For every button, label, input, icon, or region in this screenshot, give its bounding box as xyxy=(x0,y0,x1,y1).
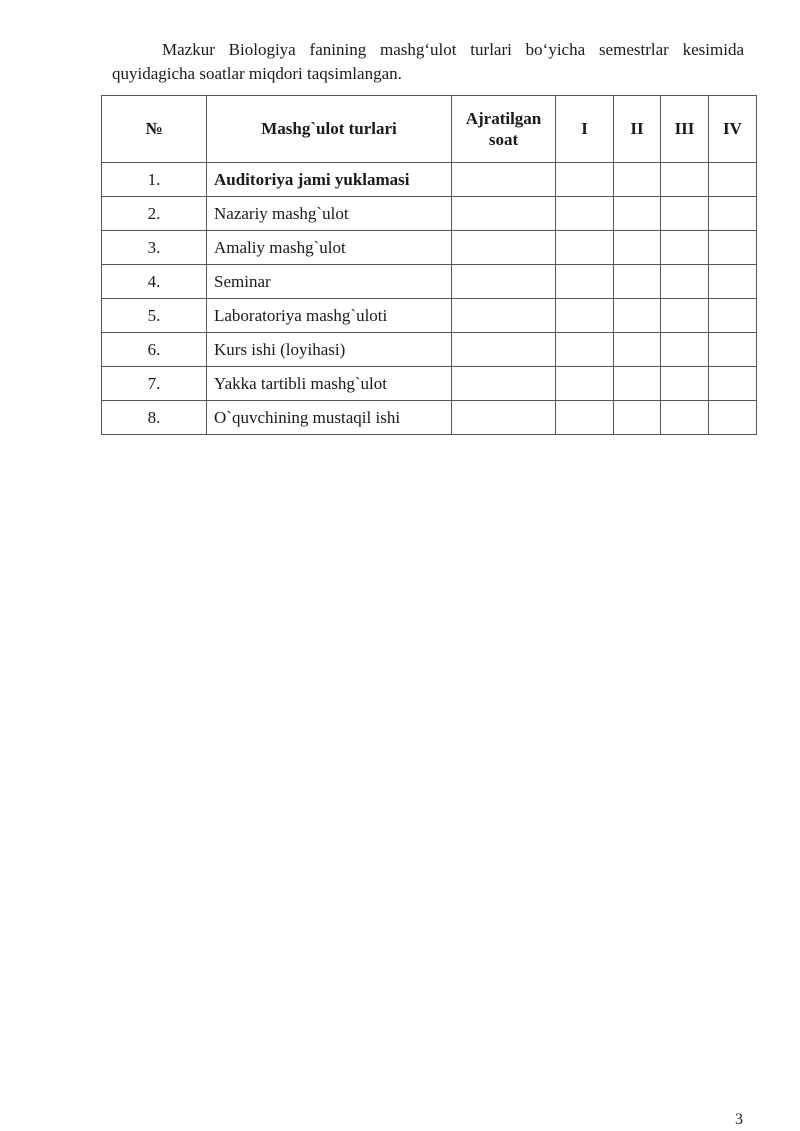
row-name: Kurs ishi (loyihasi) xyxy=(207,333,452,367)
semester-cell xyxy=(614,401,661,435)
header-number: № xyxy=(102,96,207,163)
table-row xyxy=(102,401,757,435)
semester-cell xyxy=(709,265,757,299)
semester-cell xyxy=(661,333,709,367)
semester-cell xyxy=(709,197,757,231)
hours-cell xyxy=(452,367,556,401)
semester-cell xyxy=(661,163,709,197)
semester-cell xyxy=(614,163,661,197)
semester-cell xyxy=(614,265,661,299)
row-number: 4. xyxy=(102,265,207,299)
semester-cell xyxy=(661,197,709,231)
semester-cell xyxy=(614,197,661,231)
semester-cell xyxy=(661,299,709,333)
row-number: 2. xyxy=(102,197,207,231)
row-number: 6. xyxy=(102,333,207,367)
table-row xyxy=(102,333,757,367)
header-semester-4: IV xyxy=(709,96,757,163)
row-name: Amaliy mashg`ulot xyxy=(207,231,452,265)
row-name: O`quvchining mustaqil ishi xyxy=(207,401,452,435)
header-semester-3: III xyxy=(661,96,709,163)
semester-cell xyxy=(614,367,661,401)
semester-cell xyxy=(661,265,709,299)
hours-cell xyxy=(452,299,556,333)
semester-cell xyxy=(709,163,757,197)
semester-cell xyxy=(556,231,614,265)
row-number: 3. xyxy=(102,231,207,265)
semester-cell xyxy=(556,333,614,367)
semester-cell xyxy=(614,299,661,333)
semester-cell xyxy=(556,265,614,299)
hours-cell xyxy=(452,231,556,265)
row-name: Laboratoriya mashg`uloti xyxy=(207,299,452,333)
semester-cell xyxy=(556,299,614,333)
header-hours: Ajratilgan soat xyxy=(452,96,556,163)
row-number: 5. xyxy=(102,299,207,333)
table-header-row xyxy=(102,96,757,163)
semester-cell xyxy=(556,367,614,401)
semester-cell xyxy=(709,333,757,367)
semester-cell xyxy=(661,401,709,435)
intro-line-1: Mazkur Biologiya fanining mashg‘ulot turlari bo‘yicha semestrlar kesimida xyxy=(162,40,744,59)
row-number: 8. xyxy=(102,401,207,435)
row-number: 7. xyxy=(102,367,207,401)
semester-cell xyxy=(709,299,757,333)
page-number: 3 xyxy=(735,1111,743,1128)
header-semester-2: II xyxy=(614,96,661,163)
row-name: Seminar xyxy=(207,265,452,299)
semester-cell xyxy=(661,231,709,265)
semester-cell xyxy=(709,401,757,435)
hours-table xyxy=(101,95,757,435)
semester-cell xyxy=(661,367,709,401)
hours-cell xyxy=(452,333,556,367)
intro-paragraph xyxy=(112,38,744,86)
table-row xyxy=(102,265,757,299)
table-row xyxy=(102,163,757,197)
semester-cell xyxy=(556,163,614,197)
table-row xyxy=(102,231,757,265)
header-semester-1: I xyxy=(556,96,614,163)
semester-cell xyxy=(709,367,757,401)
intro-line-2: quyidagicha soatlar miqdori taqsimlangan. xyxy=(112,64,402,83)
hours-cell xyxy=(452,265,556,299)
row-name: Auditoriya jami yuklamasi xyxy=(207,163,452,197)
hours-cell xyxy=(452,163,556,197)
row-number: 1. xyxy=(102,163,207,197)
table-row xyxy=(102,197,757,231)
table-row xyxy=(102,367,757,401)
semester-cell xyxy=(709,231,757,265)
table-row xyxy=(102,299,757,333)
semester-cell xyxy=(556,197,614,231)
hours-cell xyxy=(452,197,556,231)
row-name: Yakka tartibli mashg`ulot xyxy=(207,367,452,401)
semester-cell xyxy=(614,333,661,367)
semester-cell xyxy=(556,401,614,435)
hours-cell xyxy=(452,401,556,435)
header-type: Mashg`ulot turlari xyxy=(207,96,452,163)
semester-cell xyxy=(614,231,661,265)
row-name: Nazariy mashg`ulot xyxy=(207,197,452,231)
